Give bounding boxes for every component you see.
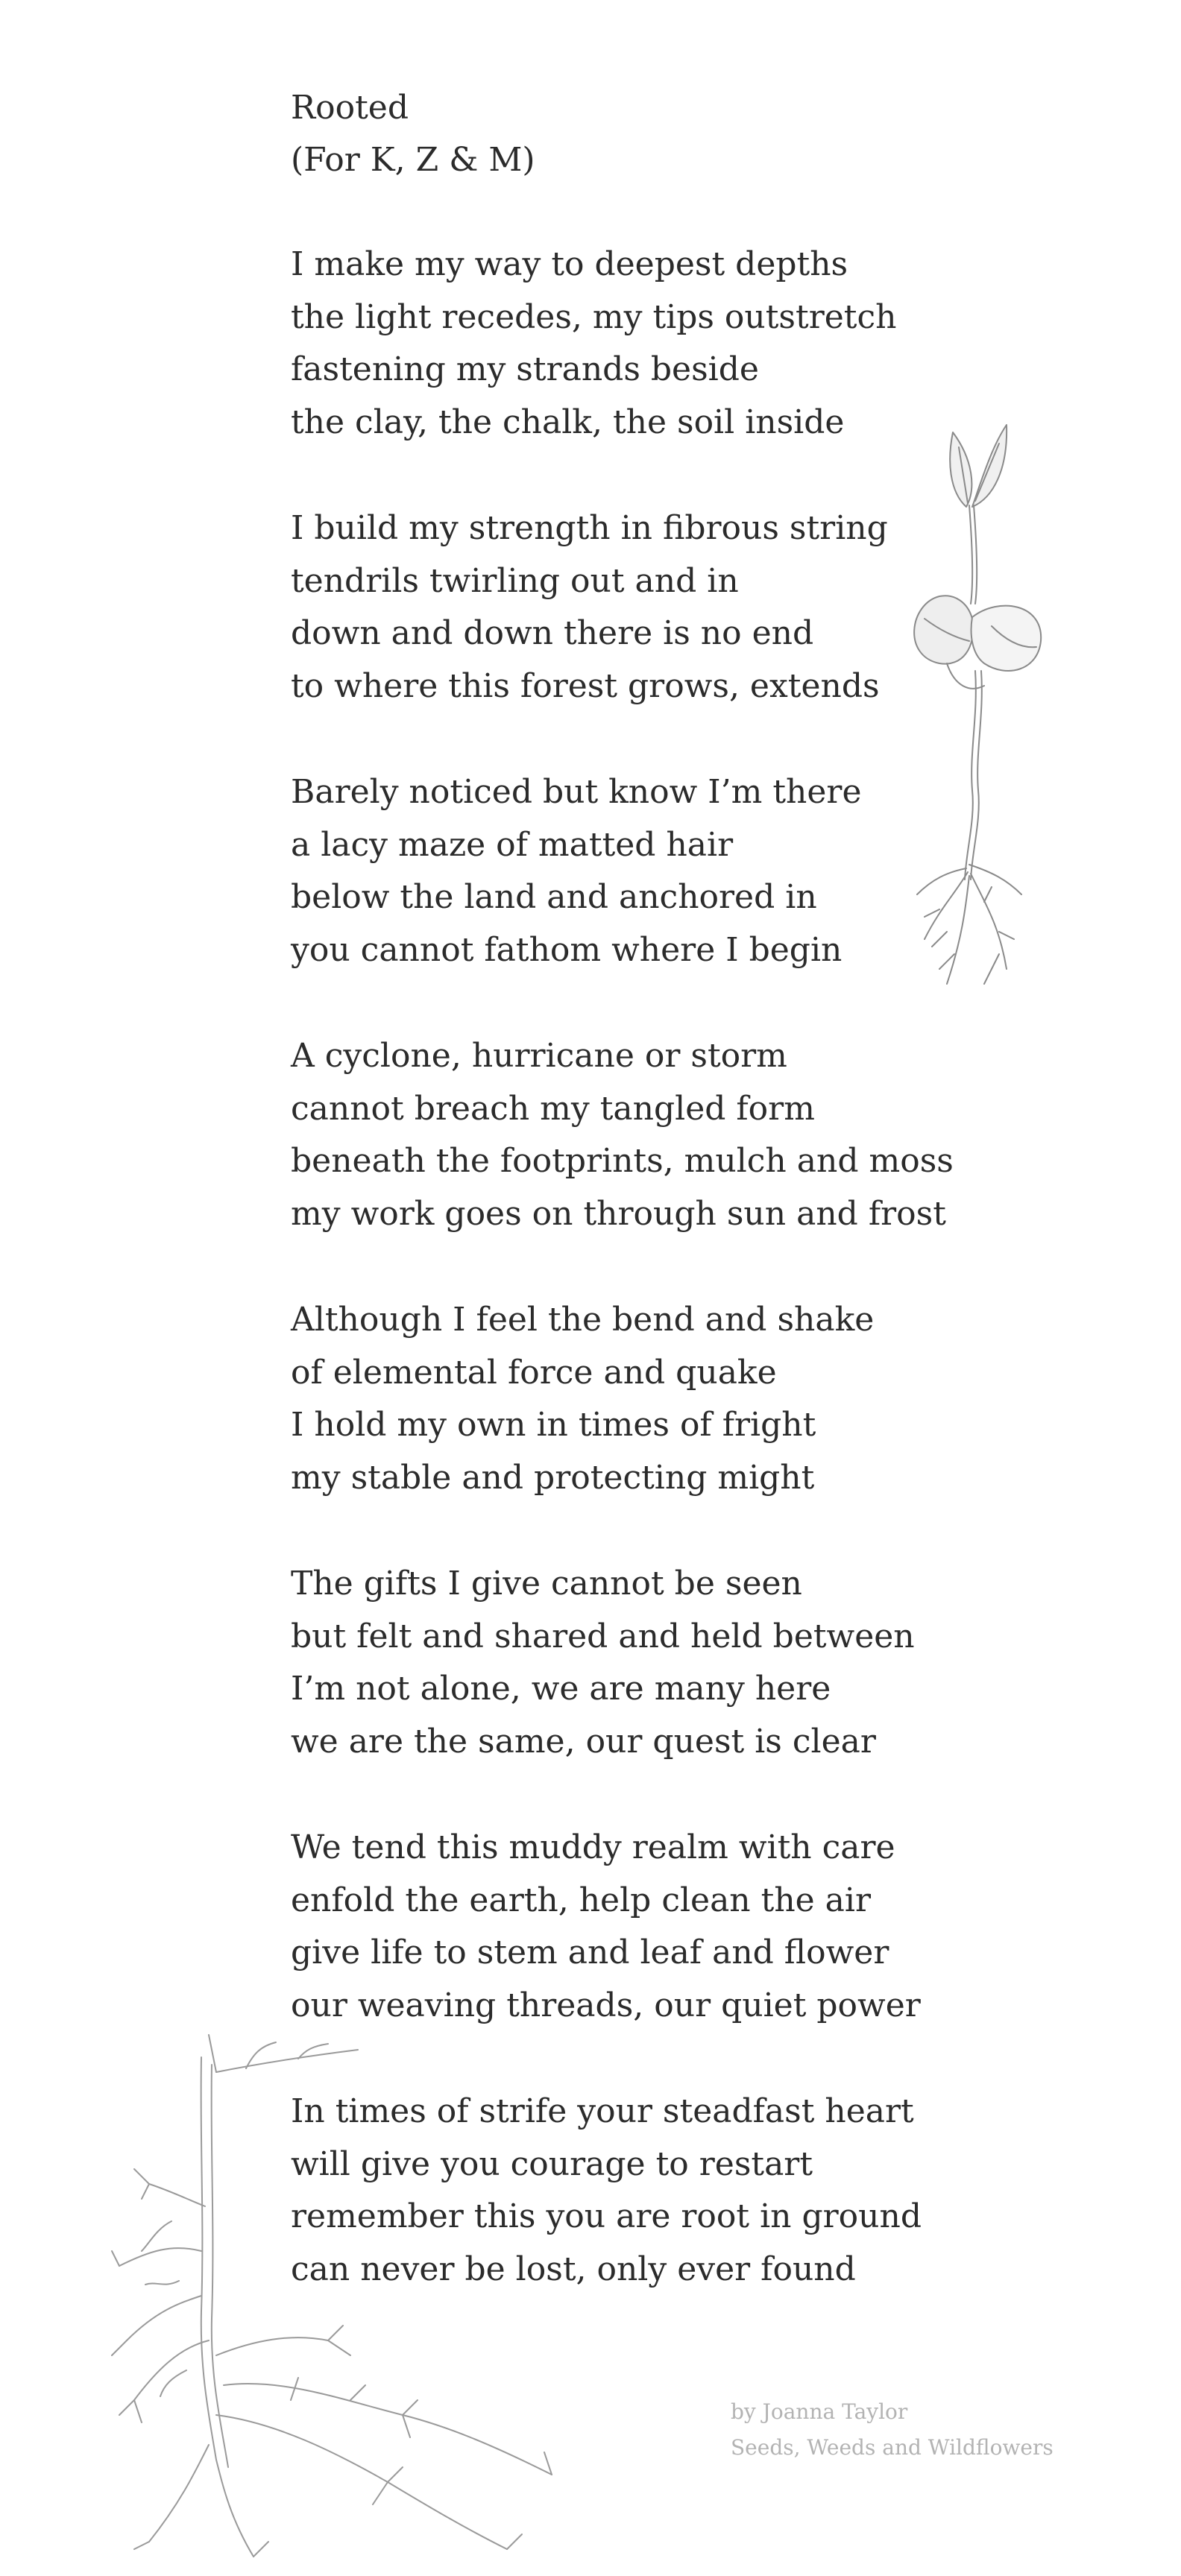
credit-author: by Joanna Taylor [731, 2399, 908, 2424]
poem-line: our weaving threads, our quiet power [291, 1986, 921, 2024]
tree-roots-sketch-icon [104, 2027, 567, 2564]
poem-line: below the land and anchored in [291, 878, 817, 916]
poem-header [291, 82, 962, 186]
poem-line: Although I feel the bend and shake [291, 1301, 875, 1339]
poem-line: remember this you are root in ground [291, 2197, 922, 2235]
poem-line: We tend this muddy realm with care [291, 1828, 895, 1866]
stanza [291, 502, 962, 713]
poem-line: a lacy maze of matted hair [291, 825, 734, 864]
poem-line: but felt and shared and held between [291, 1617, 915, 1655]
stanza [291, 766, 962, 976]
stanza [291, 239, 962, 449]
poem-line: the light recedes, my tips outstretch [291, 297, 897, 336]
credit [731, 2394, 1054, 2466]
poem-line: fastening my strands beside [291, 350, 759, 388]
stanza [291, 1030, 962, 1240]
poem-line: my stable and protecting might [291, 1458, 815, 1497]
poem-line: I build my strength in fibrous string [291, 509, 888, 547]
poem-line: Barely noticed but know I’m there [291, 773, 862, 811]
poem-line: I’m not alone, we are many here [291, 1670, 831, 1708]
poem-line: give life to stem and leaf and flower [291, 1933, 889, 1972]
poem-line: enfold the earth, help clean the air [291, 1881, 872, 1919]
stanza [291, 1822, 962, 2032]
poem-line: will give you courage to restart [291, 2144, 813, 2183]
poem-line: A cyclone, hurricane or storm [291, 1037, 787, 1075]
poem [291, 82, 962, 2349]
poem-line: In times of strife your steadfast heart [291, 2092, 914, 2130]
poem-line: The gifts I give cannot be seen [291, 1565, 802, 1603]
poem-line: we are the same, our quest is clear [291, 1722, 876, 1761]
poem-line: beneath the footprints, mulch and moss [291, 1142, 954, 1180]
seedling-sketch-icon [895, 417, 1074, 999]
poem-line: tendrils twirling out and in [291, 561, 739, 600]
poem-line: down and down there is no end [291, 614, 814, 652]
poem-line: can never be lost, only ever found [291, 2250, 856, 2288]
poem-line: my work goes on through sun and frost [291, 1194, 946, 1233]
credit-source: Seeds, Weeds and Wildflowers [731, 2435, 1054, 2460]
poem-line: you cannot fathom where I begin [291, 930, 843, 969]
poem-dedication: (For K, Z & M) [291, 141, 535, 179]
poem-line: to where this forest grows, extends [291, 666, 880, 705]
poem-title: Rooted [291, 89, 409, 127]
poem-line: of elemental force and quake [291, 1353, 777, 1392]
poem-line: cannot breach my tangled form [291, 1089, 815, 1128]
stanza [291, 1558, 962, 1768]
poem-line: I hold my own in times of fright [291, 1406, 816, 1444]
poem-line: I make my way to deepest depths [291, 245, 848, 283]
stanza [291, 1294, 962, 1504]
poem-line: the clay, the chalk, the soil inside [291, 402, 845, 441]
